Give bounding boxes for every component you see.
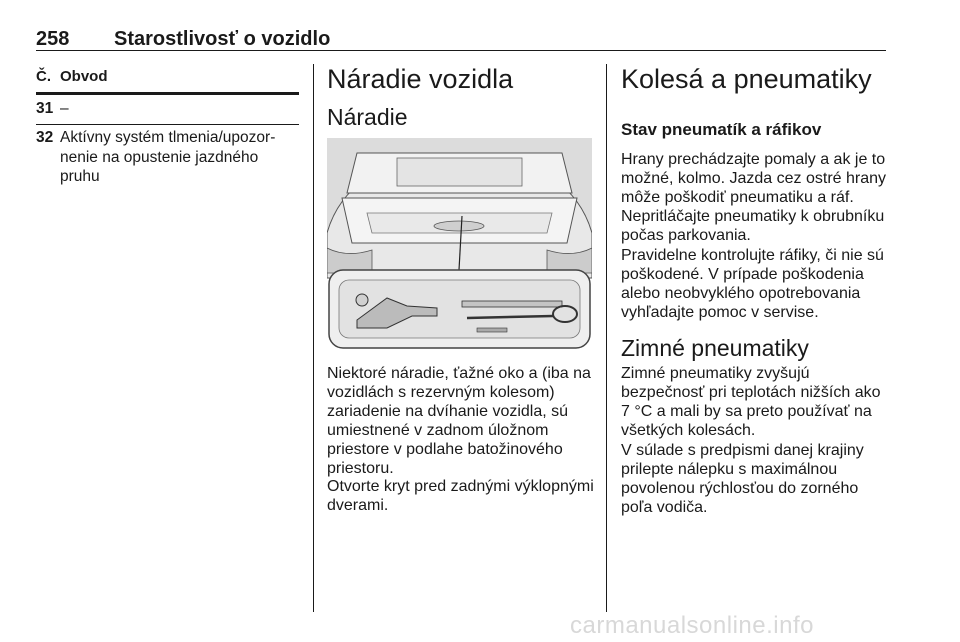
subheading-winter-tyres: Zimné pneumatiky — [621, 335, 809, 361]
row-number: 32 — [36, 129, 54, 146]
section-heading-tools: Náradie vozidla — [327, 64, 514, 94]
tools-paragraph: Niektoré náradie, ťažné oko a (iba na vozidlách s rezervným kolesom) zariadenie na dvíhanie vozidla, sú umiestnené v zadnom úložnom priestore v podlahe batožinového priestoru. — [327, 365, 591, 477]
tyre-condition-paragraph: Hrany prechádzajte pomaly a ak je to možné, kolmo. Jazda cez ostré hrany môže poškodiť pneumatiku a ráf. Nepritláčajte pneumatiky k obrubníku počas parkovania. — [621, 151, 887, 244]
column-header-circuit: Obvod — [60, 68, 108, 85]
header-rule — [36, 50, 886, 51]
row-number: 31 — [36, 100, 54, 117]
section-heading-wheels: Kolesá a pneumatiky — [621, 64, 872, 94]
fuse-table-header — [36, 68, 299, 85]
table-row-rule — [36, 124, 299, 125]
running-title: Starostlivosť o vozidlo — [114, 28, 331, 50]
trunk-tools-illustration — [327, 138, 592, 350]
column-divider — [313, 64, 314, 612]
winter-tyres-paragraph: Zimné pneumatiky zvyšujú bezpečnosť pri teplotách nižších ako 7 °C a mali by sa preto používať na všetkých kolesách. — [621, 365, 881, 439]
table-row — [36, 99, 299, 118]
row-text: – — [60, 100, 69, 117]
subheading-tools: Náradie — [327, 104, 408, 130]
tools-paragraph: Otvorte kryt pred zadnými výklopnými dverami. — [327, 478, 594, 514]
row-text: Aktívny systém tlmenia/upozor- nenie na opustenie jazdného pruhu — [60, 129, 276, 185]
column-divider — [606, 64, 607, 612]
table-row — [36, 128, 299, 187]
tyre-condition-paragraph: Pravidelne kontrolujte ráfiky, či nie sú poškodené. V prípade poškodenia alebo neobvyklého opotrebovania vyhľadajte pomoc v servise. — [621, 247, 884, 321]
winter-tyres-paragraph: V súlade s predpismi danej krajiny prilepte nálepku s maximálnou povolenou rýchlosťou do zorného poľa vodiča. — [621, 442, 864, 516]
watermark: carmanualsonline.info — [570, 612, 814, 639]
page-number: 258 — [36, 28, 70, 50]
table-header-rule — [36, 92, 299, 95]
subheading-tyre-condition: Stav pneumatík a ráfikov — [621, 120, 822, 139]
column-header-number: Č. — [36, 68, 51, 85]
